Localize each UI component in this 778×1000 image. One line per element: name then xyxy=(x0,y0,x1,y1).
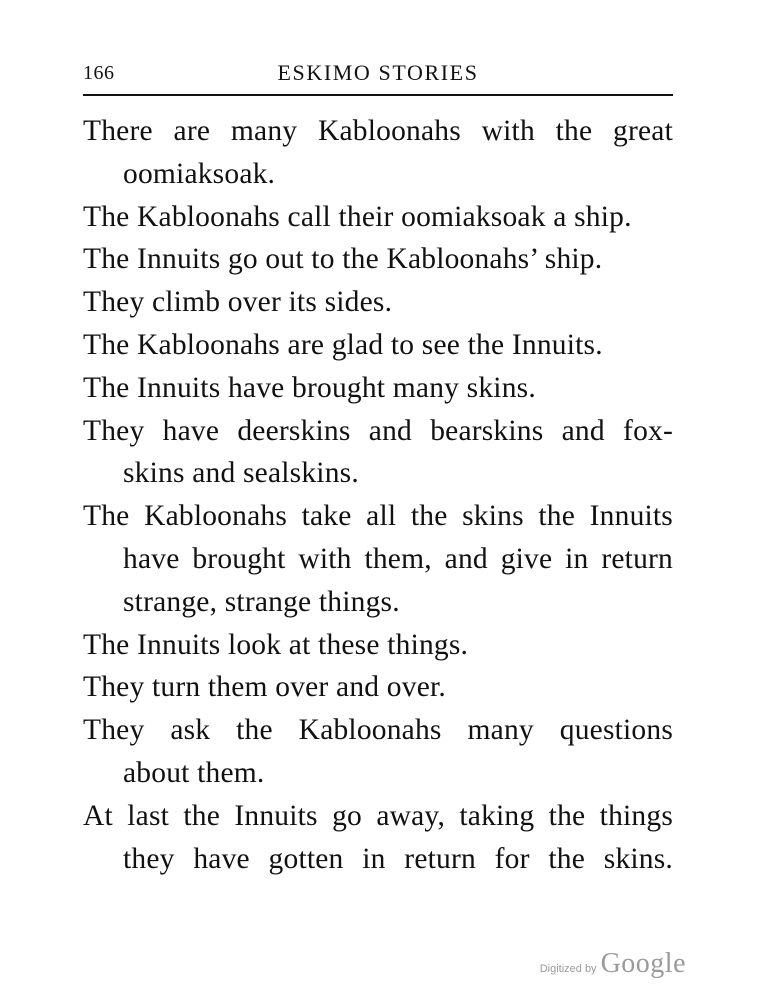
digitized-by-text: Digitized by xyxy=(539,963,597,975)
paragraph xyxy=(83,709,673,795)
google-logo-text: Google xyxy=(600,948,686,979)
text-line: They have deerskins and bearskins and fox- xyxy=(83,414,673,447)
text-line: have brought with them, and give in return xyxy=(123,542,673,575)
text-line: about them. xyxy=(123,756,265,789)
paragraph xyxy=(83,238,673,281)
text-line: The Innuits go out to the Kabloonahs’ ship. xyxy=(83,243,603,276)
text-line: they have gotten in return for the skins. xyxy=(123,842,673,875)
digitized-by-google-watermark xyxy=(540,948,686,980)
text-line: They climb over its sides. xyxy=(83,286,393,319)
running-title: ESKIMO STORIES xyxy=(277,60,479,85)
paragraph xyxy=(83,196,673,239)
paragraph xyxy=(83,324,673,367)
page-number: 166 xyxy=(83,62,115,84)
text-line: They turn them over and over. xyxy=(83,671,446,704)
text-line: The Kabloonahs take all the skins the Innuits xyxy=(83,500,673,533)
text-line: The Innuits look at these things. xyxy=(83,628,469,661)
paragraph xyxy=(83,624,673,667)
text-line: At last the Innuits go away, taking the things xyxy=(83,799,673,832)
header-rule xyxy=(83,94,673,96)
paragraph xyxy=(83,666,673,709)
paragraph xyxy=(83,795,673,881)
text-line: There are many Kabloonahs with the great xyxy=(83,115,673,147)
paragraph xyxy=(83,495,673,623)
text-line: The Kabloonahs are glad to see the Innuits. xyxy=(83,328,603,361)
page-header xyxy=(83,58,673,88)
text-line: strange, strange things. xyxy=(123,585,400,618)
paragraph xyxy=(83,410,673,496)
paragraph xyxy=(83,281,673,324)
paragraph xyxy=(83,110,673,196)
body-text xyxy=(83,110,673,880)
paragraph xyxy=(83,367,673,410)
text-line: The Innuits have brought many skins. xyxy=(83,371,536,404)
text-line: skins and sealskins. xyxy=(123,457,359,490)
text-line: oomiaksoak. xyxy=(123,157,276,190)
text-line: The Kabloonahs call their oomiaksoak a ship. xyxy=(83,200,632,233)
text-line: They ask the Kabloonahs many questions xyxy=(83,714,673,747)
